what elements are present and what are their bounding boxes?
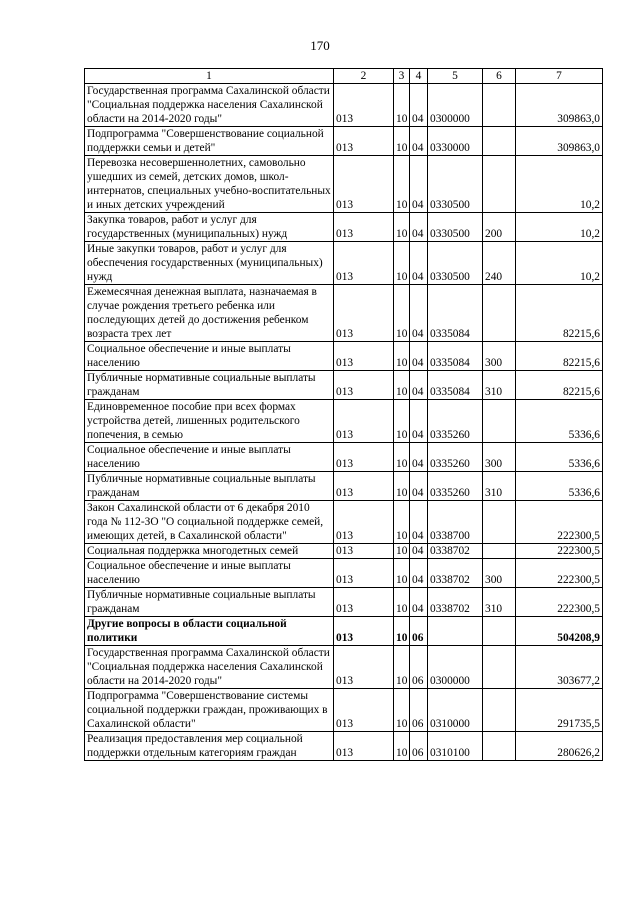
subsection-cell: 04 bbox=[410, 213, 428, 242]
table-row bbox=[85, 443, 603, 472]
code-cell: 013 bbox=[334, 84, 394, 127]
target-article-cell: 0300000 bbox=[428, 84, 483, 127]
item-name-cell: Другие вопросы в области социальной политики bbox=[85, 617, 334, 646]
amount-cell: 280626,2 bbox=[516, 732, 603, 761]
target-article-cell: 0330500 bbox=[428, 156, 483, 213]
subsection-cell: 04 bbox=[410, 472, 428, 501]
section-cell: 10 bbox=[394, 588, 410, 617]
subsection-cell: 04 bbox=[410, 559, 428, 588]
target-article-cell: 0338702 bbox=[428, 544, 483, 559]
section-cell: 10 bbox=[394, 501, 410, 544]
target-article-cell bbox=[428, 617, 483, 646]
column-header-3: 3 bbox=[394, 69, 410, 84]
column-header-5: 5 bbox=[428, 69, 483, 84]
section-cell: 10 bbox=[394, 472, 410, 501]
column-header-4: 4 bbox=[410, 69, 428, 84]
amount-cell: 303677,2 bbox=[516, 646, 603, 689]
code-cell: 013 bbox=[334, 646, 394, 689]
target-article-cell: 0335260 bbox=[428, 472, 483, 501]
item-name-cell: Подпрограмма "Совершенствование социальной поддержки семьи и детей" bbox=[85, 127, 334, 156]
subsection-cell: 04 bbox=[410, 285, 428, 342]
subsection-cell: 04 bbox=[410, 127, 428, 156]
item-name-cell: Перевозка несовершеннолетних, самовольно ушедших из семей, детских домов, школ-интернатов, специальных учебно-воспитательных и иных детских учреждений bbox=[85, 156, 334, 213]
amount-cell: 5336,6 bbox=[516, 400, 603, 443]
subsection-cell: 04 bbox=[410, 156, 428, 213]
amount-cell: 10,2 bbox=[516, 242, 603, 285]
section-cell: 10 bbox=[394, 156, 410, 213]
target-article-cell: 0338702 bbox=[428, 588, 483, 617]
target-article-cell: 0330000 bbox=[428, 127, 483, 156]
expense-type-cell: 310 bbox=[483, 588, 516, 617]
expense-type-cell bbox=[483, 501, 516, 544]
target-article-cell: 0330500 bbox=[428, 242, 483, 285]
expense-type-cell bbox=[483, 617, 516, 646]
column-header-7: 7 bbox=[516, 69, 603, 84]
section-cell: 10 bbox=[394, 84, 410, 127]
amount-cell: 5336,6 bbox=[516, 443, 603, 472]
budget-table bbox=[84, 68, 603, 761]
section-cell: 10 bbox=[394, 285, 410, 342]
expense-type-cell: 300 bbox=[483, 342, 516, 371]
item-name-cell: Иные закупки товаров, работ и услуг для обеспечения государственных (муниципальных) нужд bbox=[85, 242, 334, 285]
table-row bbox=[85, 84, 603, 127]
table-row bbox=[85, 156, 603, 213]
expense-type-cell: 240 bbox=[483, 242, 516, 285]
item-name-cell: Единовременное пособие при всех формах устройства детей, лишенных родительского попечения, в семью bbox=[85, 400, 334, 443]
target-article-cell: 0335260 bbox=[428, 400, 483, 443]
code-cell: 013 bbox=[334, 443, 394, 472]
subsection-cell: 04 bbox=[410, 342, 428, 371]
code-cell: 013 bbox=[334, 242, 394, 285]
code-cell: 013 bbox=[334, 156, 394, 213]
expense-type-cell bbox=[483, 646, 516, 689]
section-cell: 10 bbox=[394, 213, 410, 242]
amount-cell: 222300,5 bbox=[516, 544, 603, 559]
amount-cell: 222300,5 bbox=[516, 559, 603, 588]
item-name-cell: Публичные нормативные социальные выплаты гражданам bbox=[85, 371, 334, 400]
amount-cell: 10,2 bbox=[516, 156, 603, 213]
code-cell: 013 bbox=[334, 472, 394, 501]
table-row bbox=[85, 371, 603, 400]
target-article-cell: 0338702 bbox=[428, 559, 483, 588]
section-cell: 10 bbox=[394, 689, 410, 732]
item-name-cell: Подпрограмма "Совершенствование системы социальной поддержки граждан, проживающих в Сахалинской области" bbox=[85, 689, 334, 732]
header-row bbox=[85, 69, 603, 84]
code-cell: 013 bbox=[334, 400, 394, 443]
subsection-cell: 06 bbox=[410, 617, 428, 646]
target-article-cell: 0335084 bbox=[428, 342, 483, 371]
code-cell: 013 bbox=[334, 371, 394, 400]
table-row bbox=[85, 127, 603, 156]
table-row bbox=[85, 342, 603, 371]
expense-type-cell: 300 bbox=[483, 443, 516, 472]
expense-type-cell: 200 bbox=[483, 213, 516, 242]
code-cell: 013 bbox=[334, 544, 394, 559]
subsection-cell: 06 bbox=[410, 646, 428, 689]
target-article-cell: 0310100 bbox=[428, 732, 483, 761]
subsection-cell: 04 bbox=[410, 84, 428, 127]
item-name-cell: Публичные нормативные социальные выплаты гражданам bbox=[85, 588, 334, 617]
item-name-cell: Социальная поддержка многодетных семей bbox=[85, 544, 334, 559]
amount-cell: 82215,6 bbox=[516, 342, 603, 371]
table-row bbox=[85, 472, 603, 501]
section-cell: 10 bbox=[394, 443, 410, 472]
target-article-cell: 0335084 bbox=[428, 285, 483, 342]
amount-cell: 504208,9 bbox=[516, 617, 603, 646]
amount-cell: 291735,5 bbox=[516, 689, 603, 732]
item-name-cell: Социальное обеспечение и иные выплаты населению bbox=[85, 342, 334, 371]
expense-type-cell: 300 bbox=[483, 559, 516, 588]
item-name-cell: Социальное обеспечение и иные выплаты населению bbox=[85, 443, 334, 472]
expense-type-cell bbox=[483, 156, 516, 213]
code-cell: 013 bbox=[334, 501, 394, 544]
subsection-cell: 04 bbox=[410, 371, 428, 400]
target-article-cell: 0335260 bbox=[428, 443, 483, 472]
code-cell: 013 bbox=[334, 127, 394, 156]
table-row bbox=[85, 213, 603, 242]
section-cell: 10 bbox=[394, 732, 410, 761]
item-name-cell: Ежемесячная денежная выплата, назначаемая в случае рождения третьего ребенка или последующих детей до достижения ребенком возраста трех лет bbox=[85, 285, 334, 342]
table-body bbox=[85, 84, 603, 761]
amount-cell: 5336,6 bbox=[516, 472, 603, 501]
code-cell: 013 bbox=[334, 689, 394, 732]
page-number: 170 bbox=[310, 38, 330, 53]
column-header-2: 2 bbox=[334, 69, 394, 84]
subsection-cell: 04 bbox=[410, 588, 428, 617]
section-cell: 10 bbox=[394, 646, 410, 689]
item-name-cell: Государственная программа Сахалинской области "Социальная поддержка населения Сахалинской области на 2014-2020 годы" bbox=[85, 84, 334, 127]
expense-type-cell bbox=[483, 689, 516, 732]
table-row bbox=[85, 689, 603, 732]
table-row bbox=[85, 501, 603, 544]
item-name-cell: Публичные нормативные социальные выплаты гражданам bbox=[85, 472, 334, 501]
table-row bbox=[85, 242, 603, 285]
target-article-cell: 0310000 bbox=[428, 689, 483, 732]
expense-type-cell bbox=[483, 127, 516, 156]
section-cell: 10 bbox=[394, 544, 410, 559]
amount-cell: 222300,5 bbox=[516, 501, 603, 544]
table-row bbox=[85, 544, 603, 559]
section-cell: 10 bbox=[394, 400, 410, 443]
subsection-cell: 06 bbox=[410, 732, 428, 761]
code-cell: 013 bbox=[334, 588, 394, 617]
item-name-cell: Государственная программа Сахалинской области "Социальная поддержка населения Сахалинской области на 2014-2020 годы" bbox=[85, 646, 334, 689]
item-name-cell: Реализация предоставления мер социальной поддержки отдельным категориям граждан bbox=[85, 732, 334, 761]
amount-cell: 82215,6 bbox=[516, 285, 603, 342]
expense-type-cell bbox=[483, 544, 516, 559]
table-row bbox=[85, 285, 603, 342]
subsection-cell: 06 bbox=[410, 689, 428, 732]
expense-type-cell: 310 bbox=[483, 472, 516, 501]
amount-cell: 309863,0 bbox=[516, 84, 603, 127]
section-cell: 10 bbox=[394, 127, 410, 156]
section-cell: 10 bbox=[394, 342, 410, 371]
subsection-cell: 04 bbox=[410, 400, 428, 443]
table-row bbox=[85, 732, 603, 761]
subsection-cell: 04 bbox=[410, 242, 428, 285]
target-article-cell: 0300000 bbox=[428, 646, 483, 689]
expense-type-cell bbox=[483, 732, 516, 761]
section-cell: 10 bbox=[394, 617, 410, 646]
code-cell: 013 bbox=[334, 342, 394, 371]
amount-cell: 10,2 bbox=[516, 213, 603, 242]
expense-type-cell: 310 bbox=[483, 371, 516, 400]
subsection-cell: 04 bbox=[410, 501, 428, 544]
code-cell: 013 bbox=[334, 213, 394, 242]
code-cell: 013 bbox=[334, 617, 394, 646]
expense-type-cell bbox=[483, 400, 516, 443]
section-cell: 10 bbox=[394, 559, 410, 588]
code-cell: 013 bbox=[334, 559, 394, 588]
section-cell: 10 bbox=[394, 242, 410, 285]
subsection-cell: 04 bbox=[410, 443, 428, 472]
code-cell: 013 bbox=[334, 285, 394, 342]
expense-type-cell bbox=[483, 285, 516, 342]
target-article-cell: 0330500 bbox=[428, 213, 483, 242]
expense-type-cell bbox=[483, 84, 516, 127]
target-article-cell: 0338700 bbox=[428, 501, 483, 544]
amount-cell: 82215,6 bbox=[516, 371, 603, 400]
table-row bbox=[85, 400, 603, 443]
item-name-cell: Закупка товаров, работ и услуг для государственных (муниципальных) нужд bbox=[85, 213, 334, 242]
target-article-cell: 0335084 bbox=[428, 371, 483, 400]
table-row bbox=[85, 646, 603, 689]
table-row bbox=[85, 588, 603, 617]
section-cell: 10 bbox=[394, 371, 410, 400]
amount-cell: 309863,0 bbox=[516, 127, 603, 156]
item-name-cell: Социальное обеспечение и иные выплаты населению bbox=[85, 559, 334, 588]
column-header-6: 6 bbox=[483, 69, 516, 84]
table-row bbox=[85, 559, 603, 588]
item-name-cell: Закон Сахалинской области от 6 декабря 2010 года № 112-ЗО "О социальной поддержке семей, имеющих детей, в Сахалинской области" bbox=[85, 501, 334, 544]
code-cell: 013 bbox=[334, 732, 394, 761]
subsection-cell: 04 bbox=[410, 544, 428, 559]
amount-cell: 222300,5 bbox=[516, 588, 603, 617]
column-header-1: 1 bbox=[85, 69, 334, 84]
table-row bbox=[85, 617, 603, 646]
